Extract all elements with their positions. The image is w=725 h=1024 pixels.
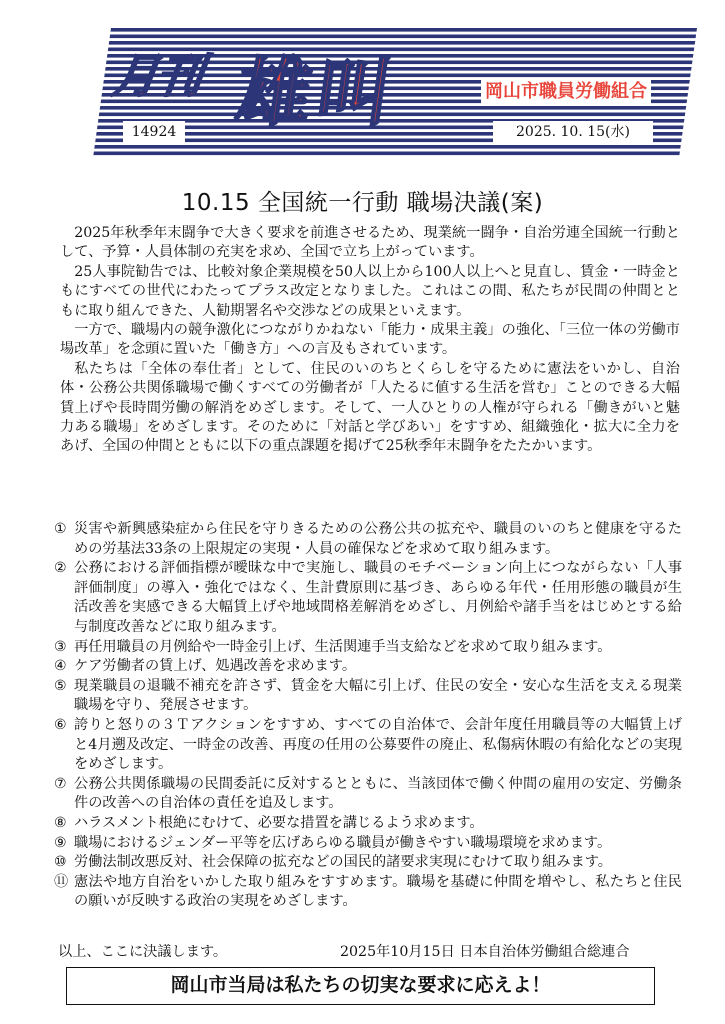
item-number: ② xyxy=(54,560,67,577)
paragraph-2: 25人事院勧告では、比較対象企業規模を50人以上から100人以上へと見直し、賃金・一時金ともにすべての世代にわたってプラス改定となりました。これはこの間、私たちが民間の仲間とともに取り組んできた、人勧期署名や交渉などの成果といえます。 xyxy=(60,263,680,319)
list-item xyxy=(54,853,682,873)
page-title: 10.15 全国統一行動 職場決議(案) xyxy=(181,190,544,216)
issue-date: 2025. 10. 15(水) xyxy=(493,121,653,143)
list-item xyxy=(54,873,682,912)
item-number: ⑨ xyxy=(54,834,67,851)
list-item xyxy=(54,638,682,658)
masthead-title-small: 月刊 xyxy=(108,49,205,103)
closing-statement: 以上、ここに決議します。 xyxy=(58,944,228,960)
item-text: 公務における評価指標が曖昧な中で実施し、職員のモチベーション向上につながらない「人事評価制度」の導入・強化ではなく、生計費原則に基づき、あらゆる年代・任用形態の職員が生活改善を実感できる大幅賃上げや地域間格差解消をめざし、月例給や諸手当をはじめとする給与制度改善などに取り組みます。 xyxy=(74,560,682,635)
list-item xyxy=(54,677,682,716)
item-number: ④ xyxy=(54,658,67,675)
item-number: ⑩ xyxy=(54,854,67,871)
item-number: ⑤ xyxy=(54,677,67,694)
item-text: 災害や新興感染症から住民を守りきるための公務公共の拡充や、職員のいのちと健康を守るための労基法33条の上限規定の実現・人員の確保などを求めて取り組みます。 xyxy=(74,521,682,557)
slogan-banner: 岡山市当局は私たちの切実な要求に応えよ！ xyxy=(66,967,655,1005)
list-item xyxy=(54,814,682,834)
masthead xyxy=(93,28,697,158)
item-text: 憲法や地方自治をいかした取り組みをすすめます。職場を基礎に仲間を増やし、私たちと住民の願いが反映する政治の実現をめざします。 xyxy=(74,873,682,910)
item-number: ① xyxy=(54,521,67,537)
paragraph-4: 私たちは「全体の奉仕者」として、住民のいのちとくらしを守るために憲法をいかし、自治体・公務公共関係職場で働くすべての労働者が「人たるに値する生活を営む」ことのできる大幅賃上げや長時間労働の解消をめざします。そして、一人ひとりの人権が守られる「働きがいと魅力ある職場」をめざします。そのために「対話と学びあい」をすすめ、組織強化・拡大に全力をあげ、全国の仲間とともに以下の重点課題を掲げて25秋季年末闘争をたたかいます。 xyxy=(60,360,680,455)
masthead-stripe xyxy=(93,28,697,32)
masthead-stripe xyxy=(93,152,697,156)
issue-number: 14924 xyxy=(123,121,185,143)
item-text: 現業職員の退職不補充を許さず、賃金を大幅に引上げ、住民の安全・安心な生活を支える現業職場を守り、発展させます。 xyxy=(74,677,682,714)
item-text: 職場におけるジェンダー平等を広げあらゆる職員が働きやすい職場環境を求めます。 xyxy=(74,834,612,851)
item-text: 公務公共関係職場の民間委託に反対するとともに、当該団体で働く仲間の雇用の安定、労働条件の改善への自治体の責任を追及します。 xyxy=(74,775,682,812)
intro-body xyxy=(60,224,680,457)
item-text: ハラスメント根絶にむけて、必要な措置を講じるよう求めます。 xyxy=(74,814,484,831)
list-item xyxy=(54,559,682,637)
list-item xyxy=(54,775,682,814)
item-text: 再任用職員の月例給や一時金引上げ、生活関連手当支給などを求めて取り組みます。 xyxy=(74,638,612,655)
union-name: 岡山市職員労働組合 xyxy=(481,78,651,106)
masthead-title-large: 雄叫 xyxy=(231,50,404,136)
item-number: ⑥ xyxy=(54,716,67,733)
list-item xyxy=(54,657,682,677)
masthead-stripe xyxy=(93,113,697,117)
closing-signature: 2025年10月15日 日本自治体労働組合総連合 xyxy=(340,944,630,960)
paragraph-3: 一方で、職場内の競争激化につながりかねない「能力・成果主義」の強化、「三位一体の労働市場改革」を念頭に置いた「働き方」への言及もされています。 xyxy=(60,322,680,358)
closing-line xyxy=(58,943,678,962)
item-number: ⑦ xyxy=(54,775,67,792)
item-number: ⑪ xyxy=(54,873,69,890)
list-item xyxy=(54,520,682,559)
masthead-stripe xyxy=(93,145,697,149)
list-item xyxy=(54,834,682,854)
item-number: ⑧ xyxy=(54,814,67,831)
item-number: ③ xyxy=(54,638,67,655)
paragraph-1: 2025年秋季年末闘争で大きく要求を前進させるため、現業統一闘争・自治労連全国統一行動として、予算・人員体制の充実を求め、全国で立ち上がっています。 xyxy=(60,225,680,261)
item-text: ケア労働者の賃上げ、処遇改善を求めます。 xyxy=(74,658,357,675)
item-text: 労働法制改悪反対、社会保障の拡充などの国民的諸要求実現にむけて取り組みます。 xyxy=(74,854,612,871)
resolution-list xyxy=(54,520,682,912)
list-item xyxy=(54,716,682,775)
item-text: 誇りと怒りの３Ｔアクションをすすめ、すべての自治体で、会計年度任用職員等の大幅賃上げと4月遡及改定、一時金の改善、再度の任用の公募要件の廃止、私傷病休暇の有給化などの実現をめざします。 xyxy=(74,716,682,773)
